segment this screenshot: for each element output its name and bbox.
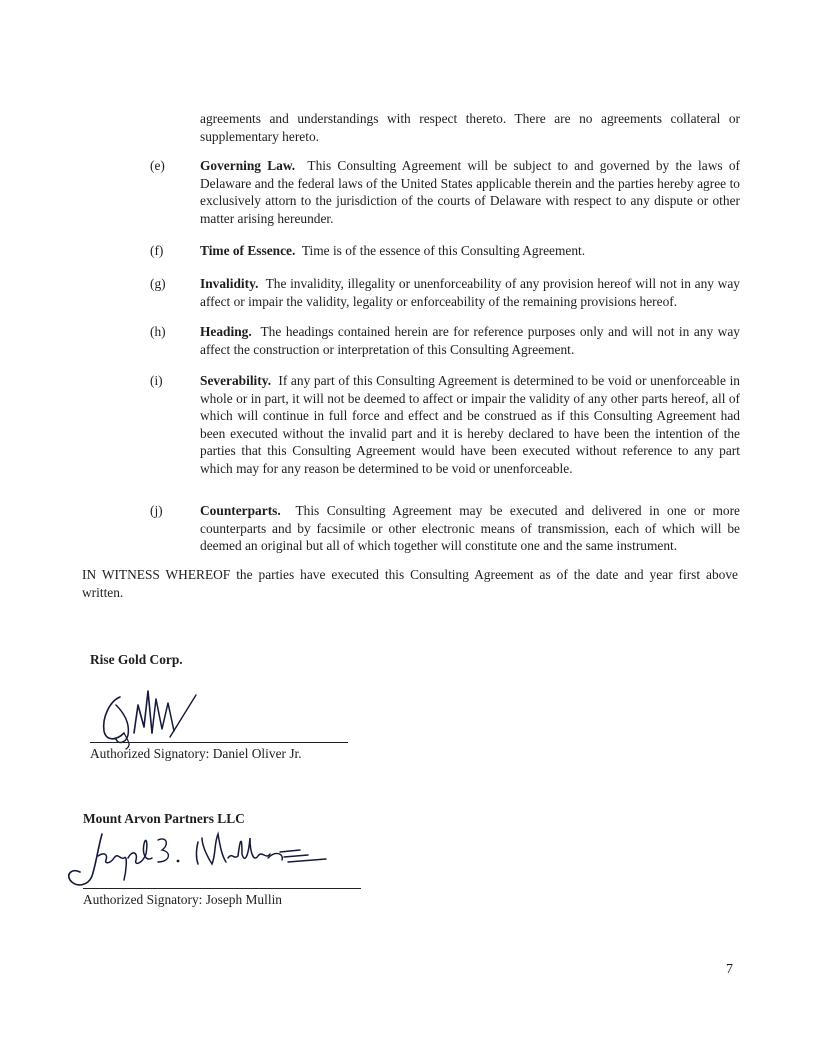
clause-text: The invalidity, illegality or unenforceability of any provision hereof will not in any way affect or impair the validity, legality or enforceability of the remaining provisions hereof. bbox=[200, 276, 740, 309]
clause-text: This Consulting Agreement will be subject to and governed by the laws of Delaware and the federal laws of the United States applicable therein and the parties hereby agree to exclusively attorn to the jurisdiction of the courts of Delaware with respect to any dispute or other matter arising hereunder. bbox=[200, 158, 740, 226]
clause-body bbox=[200, 275, 740, 310]
signature-joseph-mullin bbox=[62, 824, 342, 890]
clause-letter: (g) bbox=[150, 276, 166, 291]
clause-body bbox=[200, 372, 740, 478]
clause-letter: (f) bbox=[150, 243, 164, 258]
witness-paragraph: IN WITNESS WHEREOF the parties have executed this Consulting Agreement as of the date and year first above written. bbox=[82, 567, 738, 600]
clause-letter: (h) bbox=[150, 324, 166, 339]
signatory-label-daniel-oliver: Authorized Signatory: Daniel Oliver Jr. bbox=[90, 746, 302, 761]
clause-heading: Severability. bbox=[200, 373, 272, 388]
clause-heading: Governing Law. bbox=[200, 158, 296, 173]
clause-heading: Time of Essence. bbox=[200, 243, 296, 258]
clause-heading: Counterparts. bbox=[200, 503, 281, 518]
clause-text: Time is of the essence of this Consulting Agreement. bbox=[301, 243, 586, 258]
clause-heading: Invalidity. bbox=[200, 276, 259, 291]
clause-body bbox=[200, 157, 740, 227]
signature-line bbox=[83, 888, 361, 889]
continuation-paragraph: agreements and understandings with respect thereto. There are no agreements collateral or supplementary hereto. bbox=[200, 111, 740, 144]
clause-letter: (e) bbox=[150, 158, 165, 173]
signatory-label-joseph-mullin: Authorized Signatory: Joseph Mullin bbox=[83, 892, 282, 907]
signature-line bbox=[90, 742, 348, 743]
clause-heading: Heading. bbox=[200, 324, 252, 339]
company-name-rise-gold: Rise Gold Corp. bbox=[90, 652, 183, 667]
company-name-mount-arvon: Mount Arvon Partners LLC bbox=[83, 811, 245, 826]
clause-body bbox=[200, 502, 740, 555]
clause-letter: (j) bbox=[150, 503, 163, 518]
clause-text: If any part of this Consulting Agreement is determined to be void or unenforceable in whole or in part, it will not be deemed to affect or impair the validity of any other parts hereof, all of which will continue in full force and effect and be construed as if this Consulting Agreement had been executed without the invalid part and it is hereby declared to have been the intention of the parties that this Consulting Agreement would have been executed without reference to any part which may for any reason be determined to be void or unenforceable. bbox=[200, 373, 740, 476]
clause-text: The headings contained herein are for reference purposes only and will not in any way affect the construction or interpretation of this Consulting Agreement. bbox=[200, 324, 740, 357]
signature-daniel-oliver bbox=[98, 683, 208, 751]
page-number: 7 bbox=[726, 962, 733, 977]
clause-text: This Consulting Agreement may be executed and delivered in one or more counterparts and by facsimile or other electronic means of transmission, each of which will be deemed an original but all of which together will constitute one and the same instrument. bbox=[200, 503, 740, 554]
clause-body bbox=[200, 323, 740, 358]
clause-letter: (i) bbox=[150, 373, 163, 388]
clause-body bbox=[200, 242, 740, 260]
